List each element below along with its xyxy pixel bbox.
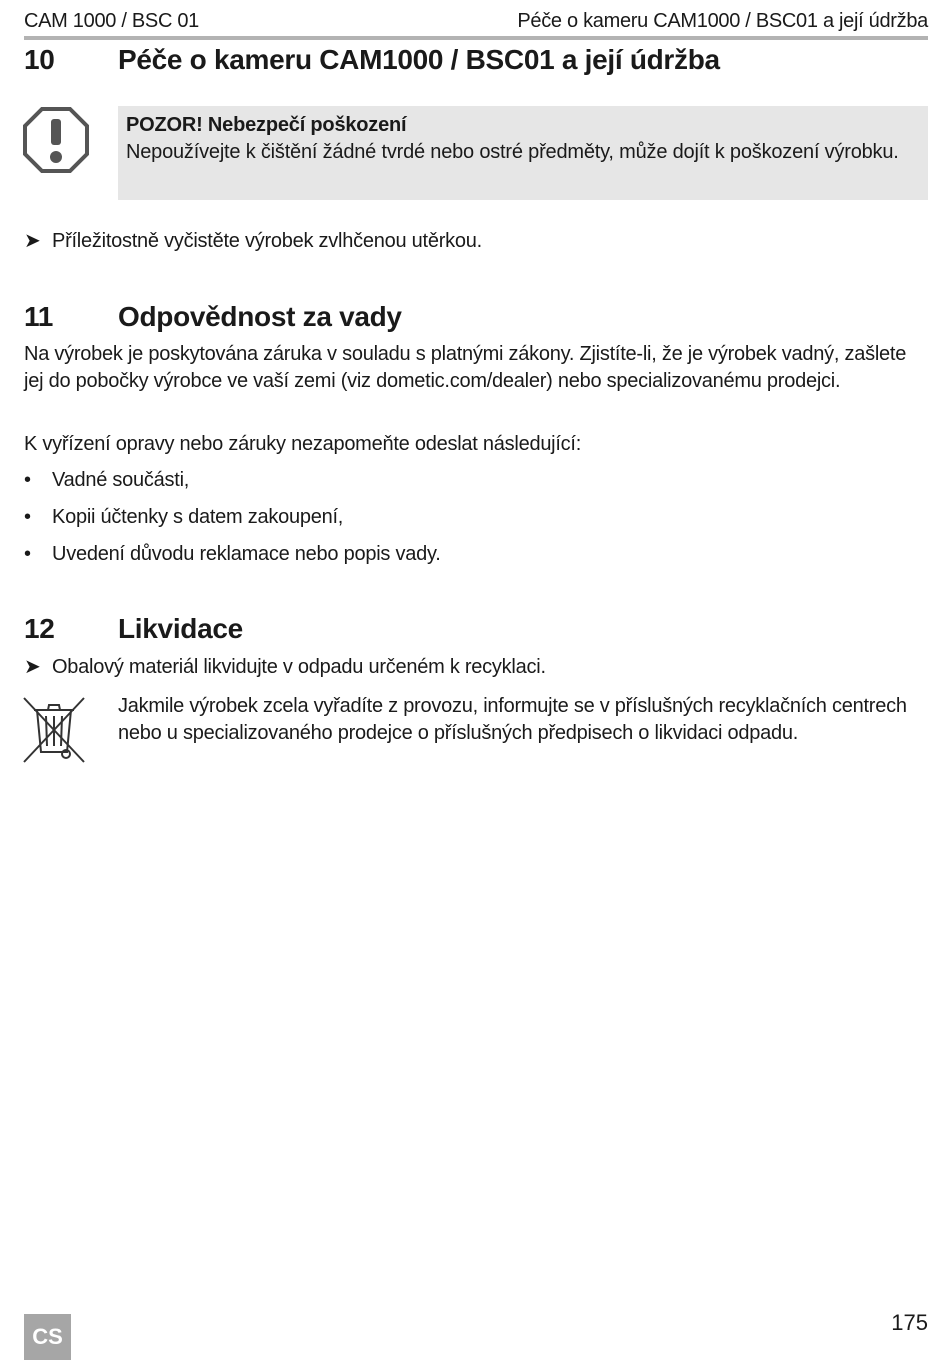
section-title: Péče o kameru CAM1000 / BSC01 a její údržba: [118, 44, 720, 75]
step-text: Obalový materiál likvidujte v odpadu určeném k recyklaci.: [52, 656, 546, 678]
crossed-out-wheelie-bin-icon: [22, 696, 88, 764]
header-product-name: CAM 1000 / BSC 01: [24, 10, 199, 32]
warning-text: Nepoužívejte k čištění žádné tvrdé nebo ostré předměty, může dojít k poškození výrobku.: [126, 141, 899, 163]
warning-box: [118, 106, 928, 200]
header-chapter-title: Péče o kameru CAM1000 / BSC01 a její údržba: [517, 10, 928, 32]
packaging-step: [24, 654, 919, 681]
section-title: Odpovědnost za vady: [118, 301, 402, 332]
bullet-icon: •: [24, 543, 31, 565]
section-number: 11: [24, 301, 53, 332]
step-text: Příležitostně vyčistěte výrobek zvlhčenou utěrkou.: [52, 230, 482, 252]
section-number: 12: [24, 613, 55, 644]
list-item-text: Vadné součásti,: [52, 469, 190, 491]
arrow-right-icon: ➤: [24, 230, 41, 252]
running-header: [24, 6, 928, 40]
section-title: Likvidace: [118, 613, 243, 644]
warranty-paragraph: Na výrobek je poskytována záruka v souladu s platnými zákony. Zjistíte-li, že je výrobek vadný, zašlete jej do pobočky výrobce ve vaší zemi (viz dometic.com/dealer) nebo specializovanému prodejci.: [24, 343, 907, 392]
page-number: 175: [891, 1310, 928, 1335]
bullet-icon: •: [24, 469, 31, 491]
disposal-paragraph: Jakmile výrobek zcela vyřadíte z provozu, informujte se v příslušných recyklačních centrech nebo u specializovaného prodejce o příslušných předpisech o likvidaci odpadu.: [118, 695, 907, 744]
section-number: 10: [24, 44, 55, 75]
exclamation-octagon-icon: [22, 106, 90, 174]
list-item-text: Kopii účtenky s datem zakoupení,: [52, 506, 344, 528]
bullet-icon: •: [24, 506, 31, 528]
warning-title: POZOR! Nebezpečí poškození: [126, 114, 407, 136]
cleaning-step: [24, 228, 919, 255]
warranty-items-intro: K vyřízení opravy nebo záruky nezapomeňte odeslat následující:: [24, 433, 582, 455]
language-badge: CS: [24, 1314, 71, 1360]
arrow-right-icon: ➤: [24, 656, 41, 678]
list-item-text: Uvedení důvodu reklamace nebo popis vady.: [52, 543, 441, 565]
